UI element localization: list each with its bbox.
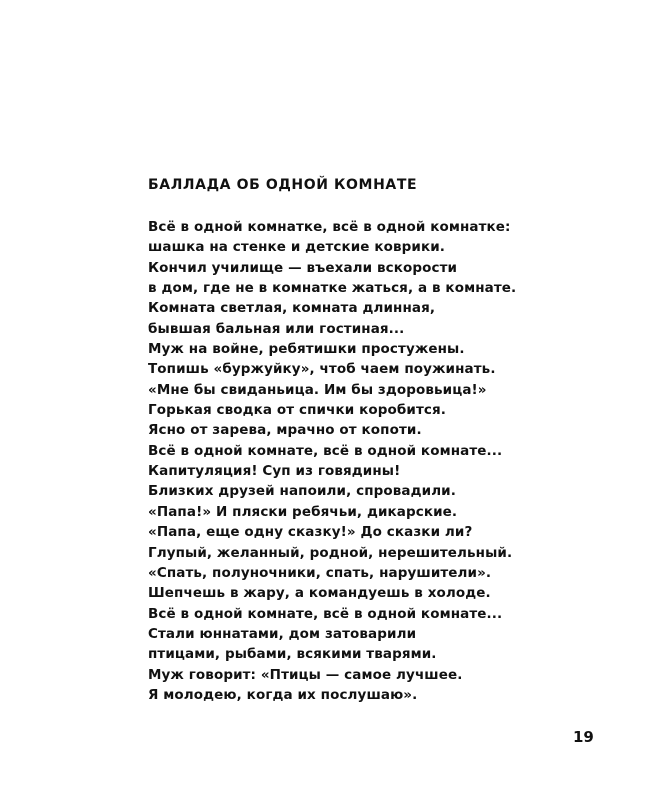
poem-line: птицами, рыбами, всякими тварями. xyxy=(148,646,437,663)
poem-line: Горькая сводка от спички коробится. xyxy=(148,402,446,419)
poem-line: Глупый, желанный, родной, нерешительный. xyxy=(148,544,513,561)
poem-line: «Мне бы свиданьица. Им бы здоровьица!» xyxy=(148,381,487,398)
poem-line: Капитуляция! Суп из говядины! xyxy=(148,463,401,480)
poem-line: Муж на войне, ребятишки простужены. xyxy=(148,341,465,358)
poem-line: Я молодею, когда их послушаю». xyxy=(148,686,418,703)
poem-line: Комната светлая, комната длинная, xyxy=(148,300,436,317)
poem-line: Всё в одной комнате, всё в одной комнате... xyxy=(148,442,503,459)
poem-line: Муж говорит: «Птицы — самое лучшее. xyxy=(148,666,463,683)
poem-line: бывшая бальная или гостиная... xyxy=(148,320,405,337)
poem-line: «Папа!» И пляски ребячьи, дикарские. xyxy=(148,503,458,520)
page-number: 19 xyxy=(573,728,594,746)
poem-title: БАЛЛАДА ОБ ОДНОЙ КОМНАТЕ xyxy=(148,177,418,193)
poem-line: Всё в одной комнатке, всё в одной комнатке: xyxy=(148,219,511,235)
poem-body xyxy=(148,217,516,705)
poem-line: Шепчешь в жару, а командуешь в холоде. xyxy=(148,585,491,602)
poem-line: Топишь «буржуйку», чтоб чаем поужинать. xyxy=(148,361,496,378)
poem-line: Ясно от зарева, мрачно от копоти. xyxy=(148,422,422,439)
poem-line: Кончил училище — въехали вскорости xyxy=(148,259,458,276)
poem-line: шашка на стенке и детские коврики. xyxy=(148,239,445,256)
poem-line: в дом, где не в комнатке жаться, а в комнате. xyxy=(148,280,517,297)
poem-line: Близких друзей напоили, спровадили. xyxy=(148,483,456,500)
poem-line: «Спать, полуночники, спать, нарушители». xyxy=(148,564,492,581)
poem-line: «Папа, еще одну сказку!» До сказки ли? xyxy=(148,524,473,541)
poem-line: Стали юннатами, дом затоварили xyxy=(148,625,417,642)
poem-line: Всё в одной комнате, всё в одной комнате... xyxy=(148,605,503,622)
